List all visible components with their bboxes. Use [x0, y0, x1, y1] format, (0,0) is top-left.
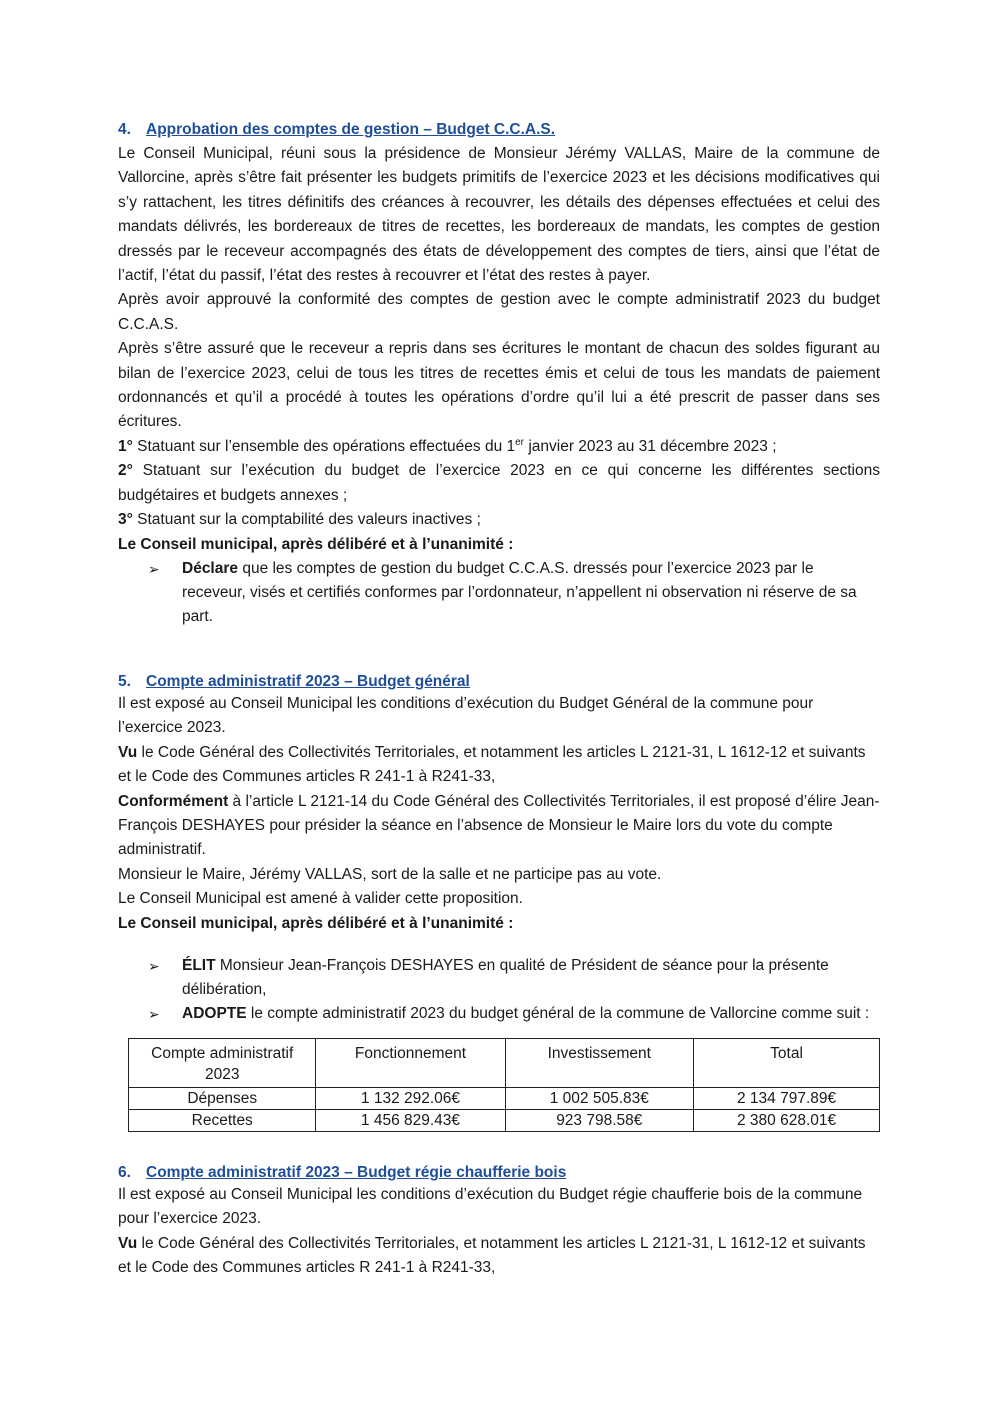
paragraph: Le Conseil Municipal est amené à valider cette proposition. — [118, 890, 523, 908]
section-5-title — [118, 672, 880, 692]
table-cell: 2 380 628.01€ — [694, 1110, 880, 1132]
table-cell: 1 002 505.83€ — [505, 1088, 694, 1110]
section-title-text: Compte administratif 2023 – Budget régie chaufferie bois — [146, 1164, 567, 1181]
section-6 — [118, 1163, 880, 1281]
table-header: Total — [694, 1039, 880, 1088]
table-row — [129, 1110, 880, 1132]
section-4-title — [118, 120, 880, 140]
section-title-text: Approbation des comptes de gestion – Budget C.C.A.S. — [146, 121, 556, 138]
list-item: ➢ ADOPTE le compte administratif 2023 du budget général de la commune de Vallorcine comme suit : — [118, 1002, 880, 1026]
paragraph: Après s’être assuré que le receveur a repris dans ses écritures le montant de chacun des soldes figurant au bilan de l’exercice 2023, celui de tous les titres de recettes émis et celui de tous les mandats de paiement ordonnancés et qu’il a procédé à toutes les opérations d’ordre qu’il lui a été prescrit de passer dans ses écritures. — [118, 340, 880, 431]
paragraph: Après avoir approuvé la conformité des comptes de gestion avec le compte administratif 2023 du budget C.C.A.S. — [118, 291, 880, 333]
section-5 — [118, 672, 880, 1132]
decision-heading: Le Conseil municipal, après délibéré et à l’unanimité : — [118, 535, 514, 553]
paragraph: Il est exposé au Conseil Municipal les conditions d’exécution du Budget Général de la commune pour l’exercice 2023. — [118, 695, 814, 737]
section-number: 6. — [118, 1164, 131, 1181]
list-item: ➢ Déclare que les comptes de gestion du budget C.C.A.S. dressés pour l’exercice 2023 par le receveur, visés et certifiés conformes par l’ordonnateur, n’appellent ni observation ni réserve de sa part. — [118, 557, 880, 629]
decision-list — [118, 954, 880, 1026]
section-title-text: Compte administratif 2023 – Budget général — [146, 673, 470, 690]
numbered-item: 3° Statuant sur la comptabilité des valeurs inactives ; — [118, 511, 481, 529]
decision-heading: Le Conseil municipal, après délibéré et à l’unanimité : — [118, 914, 514, 932]
table-cell: 1 132 292.06€ — [316, 1088, 505, 1110]
section-number: 5. — [118, 673, 131, 690]
budget-table — [128, 1038, 880, 1132]
paragraph: Vu le Code Général des Collectivités Territoriales, et notamment les articles L 2121-31, L 1612-12 et suivants et le Code des Communes articles R 241-1 à R241-33, — [118, 743, 866, 786]
paragraph: Il est exposé au Conseil Municipal les conditions d’exécution du Budget régie chaufferie bois de la commune pour l’exercice 2023. — [118, 1186, 863, 1228]
section-4 — [118, 120, 880, 629]
paragraph: Monsieur le Maire, Jérémy VALLAS, sort de la salle et ne participe pas au vote. — [118, 865, 662, 883]
table-cell: 923 798.58€ — [505, 1110, 694, 1132]
table-header: Investissement — [505, 1039, 694, 1088]
paragraph: Conformément à l’article L 2121-14 du Code Général des Collectivités Territoriales, il est proposé d’élire Jean-François DESHAYES pour présider la séance en l’absence de Monsieur le Maire lors du vote du compte administratif. — [118, 792, 880, 859]
table-cell: 1 456 829.43€ — [316, 1110, 505, 1132]
paragraph: Vu le Code Général des Collectivités Territoriales, et notamment les articles L 2121-31, L 1612-12 et suivants et le Code des Communes articles R 241-1 à R241-33, — [118, 1234, 866, 1277]
arrow-bullet-icon: ➢ — [148, 560, 160, 577]
table-cell: Dépenses — [129, 1088, 316, 1110]
arrow-bullet-icon: ➢ — [148, 958, 160, 975]
table-row — [129, 1088, 880, 1110]
numbered-item: 1° Statuant sur l’ensemble des opérations effectuées du 1er janvier 2023 au 31 décembre 2023 ; — [118, 436, 777, 455]
section-6-title — [118, 1163, 880, 1183]
table-cell: Recettes — [129, 1110, 316, 1132]
numbered-item: 2° Statuant sur l’exécution du budget de l’exercice 2023 en ce qui concerne les différentes sections budgétaires et budgets annexes ; — [118, 462, 880, 504]
table-cell: 2 134 797.89€ — [694, 1088, 880, 1110]
list-item: ➢ ÉLIT Monsieur Jean-François DESHAYES en qualité de Président de séance pour la présente délibération, — [118, 954, 880, 1002]
arrow-bullet-icon: ➢ — [148, 1006, 160, 1023]
section-number: 4. — [118, 121, 131, 138]
table-header: Compte administratif 2023 — [129, 1039, 316, 1088]
table-header-row — [129, 1039, 880, 1088]
decision-list — [118, 557, 880, 629]
table-header: Fonctionnement — [316, 1039, 505, 1088]
paragraph: Le Conseil Municipal, réuni sous la présidence de Monsieur Jérémy VALLAS, Maire de la commune de Vallorcine, après s’être fait présenter les budgets primitifs de l’exercice 2023 et les décisions modificatives qui s’y rattachent, les titres définitifs des créances à recouvrer, les détails des dépenses effectuées et celui des mandats délivrés, les bordereaux de titres de recettes, les bordereaux de mandats, les comptes de gestion dressés par le receveur accompagnés des états de développement des comptes de tiers, ainsi que l’état de l’actif, l’état du passif, l’état des restes à recouvrer et l’état des restes à payer. — [118, 145, 880, 285]
